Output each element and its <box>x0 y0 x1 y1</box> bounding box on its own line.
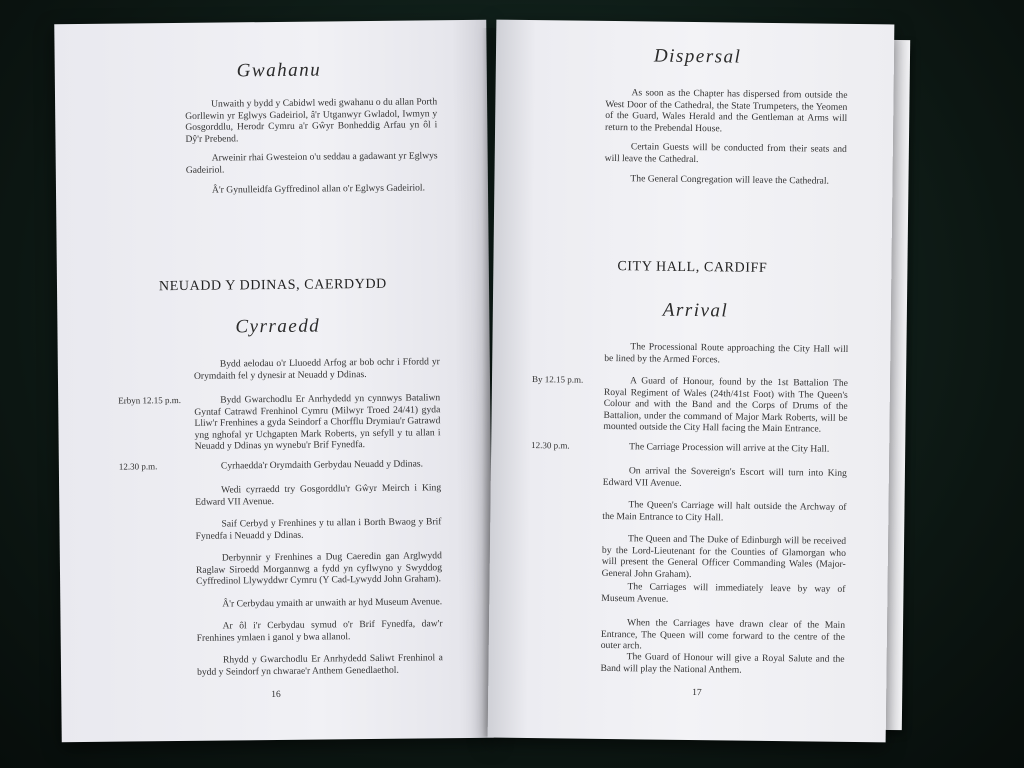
right-para-2: Certain Guests will be conducted from their seats and will leave the Cathedral. <box>604 141 847 165</box>
left-arrival-para-8: Ar ôl i'r Cerbydau symud o'r Brif Fynedfa, daw'r Frenhines ymlaen i ganol y bwa allanol. <box>196 618 443 644</box>
left-page <box>54 20 493 742</box>
left-subheading: Cyrraedd <box>235 315 321 338</box>
left-arrival-para-4: Wedi cyrraedd try Gosgorddlu'r Gŵyr Meirch i King Edward VII Avenue. <box>195 482 442 508</box>
right-arrival-para-8: When the Carriages have drawn clear of the Main Entrance, The Queen will come forward to the centre of the outer arch. <box>600 617 846 652</box>
left-arrival-para-1: Bydd aelodau o'r Lluoedd Arfog ar bob ochr i Ffordd yr Orymdaith fel y dynesir at Neuadd y Ddinas. <box>193 356 440 382</box>
right-arrival-para-6: The Queen and The Duke of Edinburgh will be received by the Lord-Lieutenant for the Counties of Glamorgan who will present the General Officer Commanding Wales (Major-General John Graham). <box>601 533 847 580</box>
right-arrival-para-3: The Carriage Procession will arrive at the City Hall. <box>629 441 830 455</box>
right-para-3: The General Congregation will leave the Cathedral. <box>630 173 829 187</box>
left-para-2: Arweinir rhai Gwesteion o'u seddau a gadawant yr Eglwys Gadeiriol. <box>185 150 438 176</box>
right-arrival-para-2: A Guard of Honour, found by the 1st Battalion The Royal Regiment of Wales (24th/41st Foot) with The Queen's Colour and with the Band and the Corps of Drums of the Battalion, under the command of Major Mark Roberts, will be mounted outside the City Hall facing the Main Entrance. <box>603 375 849 435</box>
right-para-1: As soon as the Chapter has dispersed from outside the West Door of the Cathedral, the State Trumpeters, the Yeomen of the Guard, Wales Herald and the Gentleman at Arms will return to the Prebendal House. <box>605 87 848 135</box>
left-arrival-para-2: Bydd Gwarchodlu Er Anrhydedd yn cynnwys Bataliwn Gyntaf Catrawd Frenhinol Cymru (Milwyr Troed 24/41) gyda Lliw'r Frenhines a gyda Seindorf a Chorfflu Drymiau'r Gatrawd yng nghofal yr Uchgapten Mark Roberts, yn sefyll y tu allan i Neuadd y Ddinas yn wynebu'r Brif Fynedfa. <box>194 392 441 453</box>
left-arrival-para-9: Rhydd y Gwarchodlu Er Anrhydedd Saliwt Frenhinol a bydd y Seindorf yn chwarae'r Anthem Genedlaethol. <box>196 652 443 678</box>
right-page <box>488 20 895 743</box>
right-time-note-2: 12.30 p.m. <box>531 440 570 451</box>
left-para-3: Â'r Gynulleidfa Gyffredinol allan o'r Eglwys Gadeiriol. <box>211 182 426 196</box>
left-arrival-para-7: Â'r Cerbydau ymaith ar unwaith ar hyd Museum Avenue. <box>222 596 443 610</box>
right-arrival-para-1: The Processional Route approaching the City Hall will be lined by the Armed Forces. <box>604 341 849 365</box>
right-time-note-1: By 12.15 p.m. <box>531 374 584 385</box>
right-page-number: 17 <box>692 688 702 699</box>
left-para-1: Unwaith y bydd y Cabidwl wedi gwahanu o du allan Porth Gorllewin yr Eglwys Gadeiriol, â'r Utganwyr Gwladol, Iwmyn y Gosgorddlu, Herodr Cymru a'r Gŵyr Bonheddig Arfau yn ôl i Dŷ'r Prebend. <box>185 96 438 145</box>
left-section-title: NEUADD Y DDINAS, CAERDYDD <box>158 276 387 295</box>
left-arrival-para-6: Derbynnir y Frenhines a Dug Caeredin gan Arglwydd Raglaw Siroedd Morgannwg a fydd yn cyflwyno y Swyddog Cyffredinol Llywyddwr Cymru (Y Cad-Lywydd John Graham). <box>195 550 443 588</box>
left-arrival-para-3: Cyrhaedda'r Orymdaith Gerbydau Neuadd y Ddinas. <box>220 458 424 472</box>
right-arrival-para-9: The Guard of Honour will give a Royal Salute and the Band will play the National Anthem. <box>600 651 845 676</box>
left-heading: Gwahanu <box>236 59 322 82</box>
right-section-title: CITY HALL, CARDIFF <box>617 259 768 276</box>
right-subheading: Arrival <box>662 299 729 322</box>
left-time-note-2: 12.30 p.m. <box>118 461 158 472</box>
left-arrival-para-5: Saif Cerbyd y Frenhines y tu allan i Borth Bwaog y Brif Fynedfa i Neuadd y Ddinas. <box>195 516 442 542</box>
left-time-note-1: Erbyn 12.15 p.m. <box>118 394 181 406</box>
right-heading: Dispersal <box>653 45 742 68</box>
right-arrival-para-4: On arrival the Sovereign's Escort will turn into King Edward VII Avenue. <box>602 465 847 489</box>
right-arrival-para-7: The Carriages will immediately leave by way of Museum Avenue. <box>601 581 846 605</box>
right-arrival-para-5: The Queen's Carriage will halt outside the Archway of the Main Entrance to City Hall. <box>602 499 847 523</box>
left-page-number: 16 <box>271 689 281 701</box>
